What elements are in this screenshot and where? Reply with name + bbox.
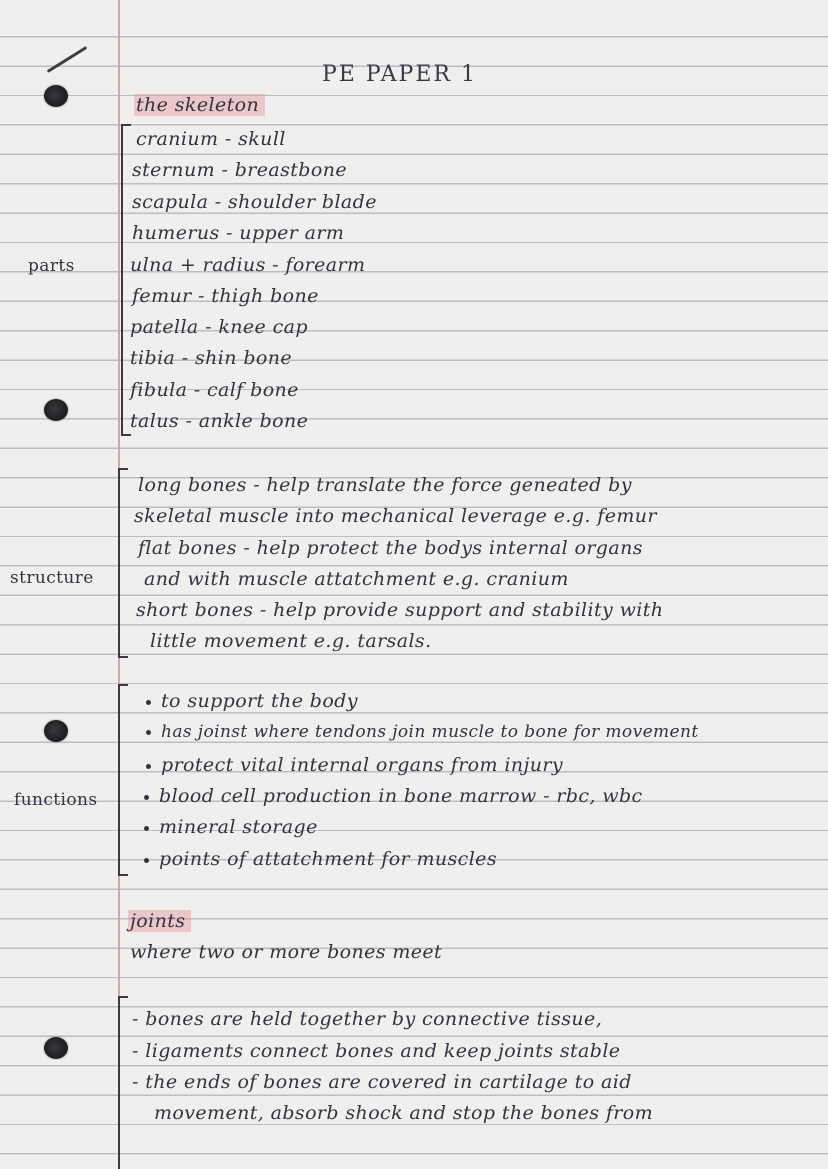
list-item: - ligaments connect bones and keep joints stable bbox=[132, 1040, 621, 1062]
pen-mark bbox=[47, 46, 88, 73]
list-item: mineral storage bbox=[144, 816, 318, 838]
punch-hole bbox=[44, 720, 68, 742]
list-item: has joinst where tendons join muscle to bone for movement bbox=[146, 722, 699, 742]
list-item: ulna + radius - forearm bbox=[130, 254, 366, 276]
list-item: points of attatchment for muscles bbox=[144, 848, 497, 870]
list-item: patella - knee cap bbox=[130, 316, 308, 338]
list-item: movement, absorb shock and stop the bones from bbox=[154, 1102, 654, 1124]
list-item: cranium - skull bbox=[136, 128, 286, 150]
list-item: to support the body bbox=[146, 690, 358, 712]
list-item: flat bones - help protect the bodys internal organs bbox=[138, 537, 643, 559]
joints-definition: where two or more bones meet bbox=[130, 941, 443, 963]
list-item: little movement e.g. tarsals. bbox=[150, 630, 432, 652]
punch-hole bbox=[44, 85, 68, 107]
punch-hole bbox=[44, 1037, 68, 1059]
list-item: protect vital internal organs from injury bbox=[146, 754, 563, 776]
list-item: skeletal muscle into mechanical leverage e.g. femur bbox=[134, 505, 657, 527]
list-item: short bones - help provide support and stability with bbox=[136, 599, 664, 621]
structure-label: structure bbox=[10, 568, 94, 588]
list-item: femur - thigh bone bbox=[132, 285, 319, 307]
list-item: - the ends of bones are covered in cartilage to aid bbox=[132, 1071, 632, 1093]
structure-bracket bbox=[118, 468, 128, 658]
list-item: blood cell production in bone marrow - rbc, wbc bbox=[144, 785, 643, 807]
punch-hole bbox=[44, 399, 68, 421]
page-title: PE PAPER 1 bbox=[322, 62, 477, 87]
list-item: humerus - upper arm bbox=[132, 222, 345, 244]
list-item: and with muscle attatchment e.g. cranium bbox=[144, 568, 569, 590]
list-item: scapula - shoulder blade bbox=[132, 191, 377, 213]
list-item: long bones - help translate the force geneated by bbox=[138, 474, 632, 496]
list-item: fibula - calf bone bbox=[130, 379, 299, 401]
list-item: talus - ankle bone bbox=[130, 410, 309, 432]
list-item: sternum - breastbone bbox=[132, 159, 347, 181]
functions-label: functions bbox=[14, 790, 98, 810]
parts-label: parts bbox=[28, 256, 75, 276]
list-item: - bones are held together by connective tissue, bbox=[132, 1008, 603, 1030]
joints-bracket bbox=[118, 996, 128, 1169]
functions-bracket bbox=[118, 684, 128, 876]
section-heading-joints: joints bbox=[128, 910, 191, 932]
section-heading-skeleton: the skeleton bbox=[134, 94, 265, 116]
list-item: tibia - shin bone bbox=[130, 347, 293, 369]
